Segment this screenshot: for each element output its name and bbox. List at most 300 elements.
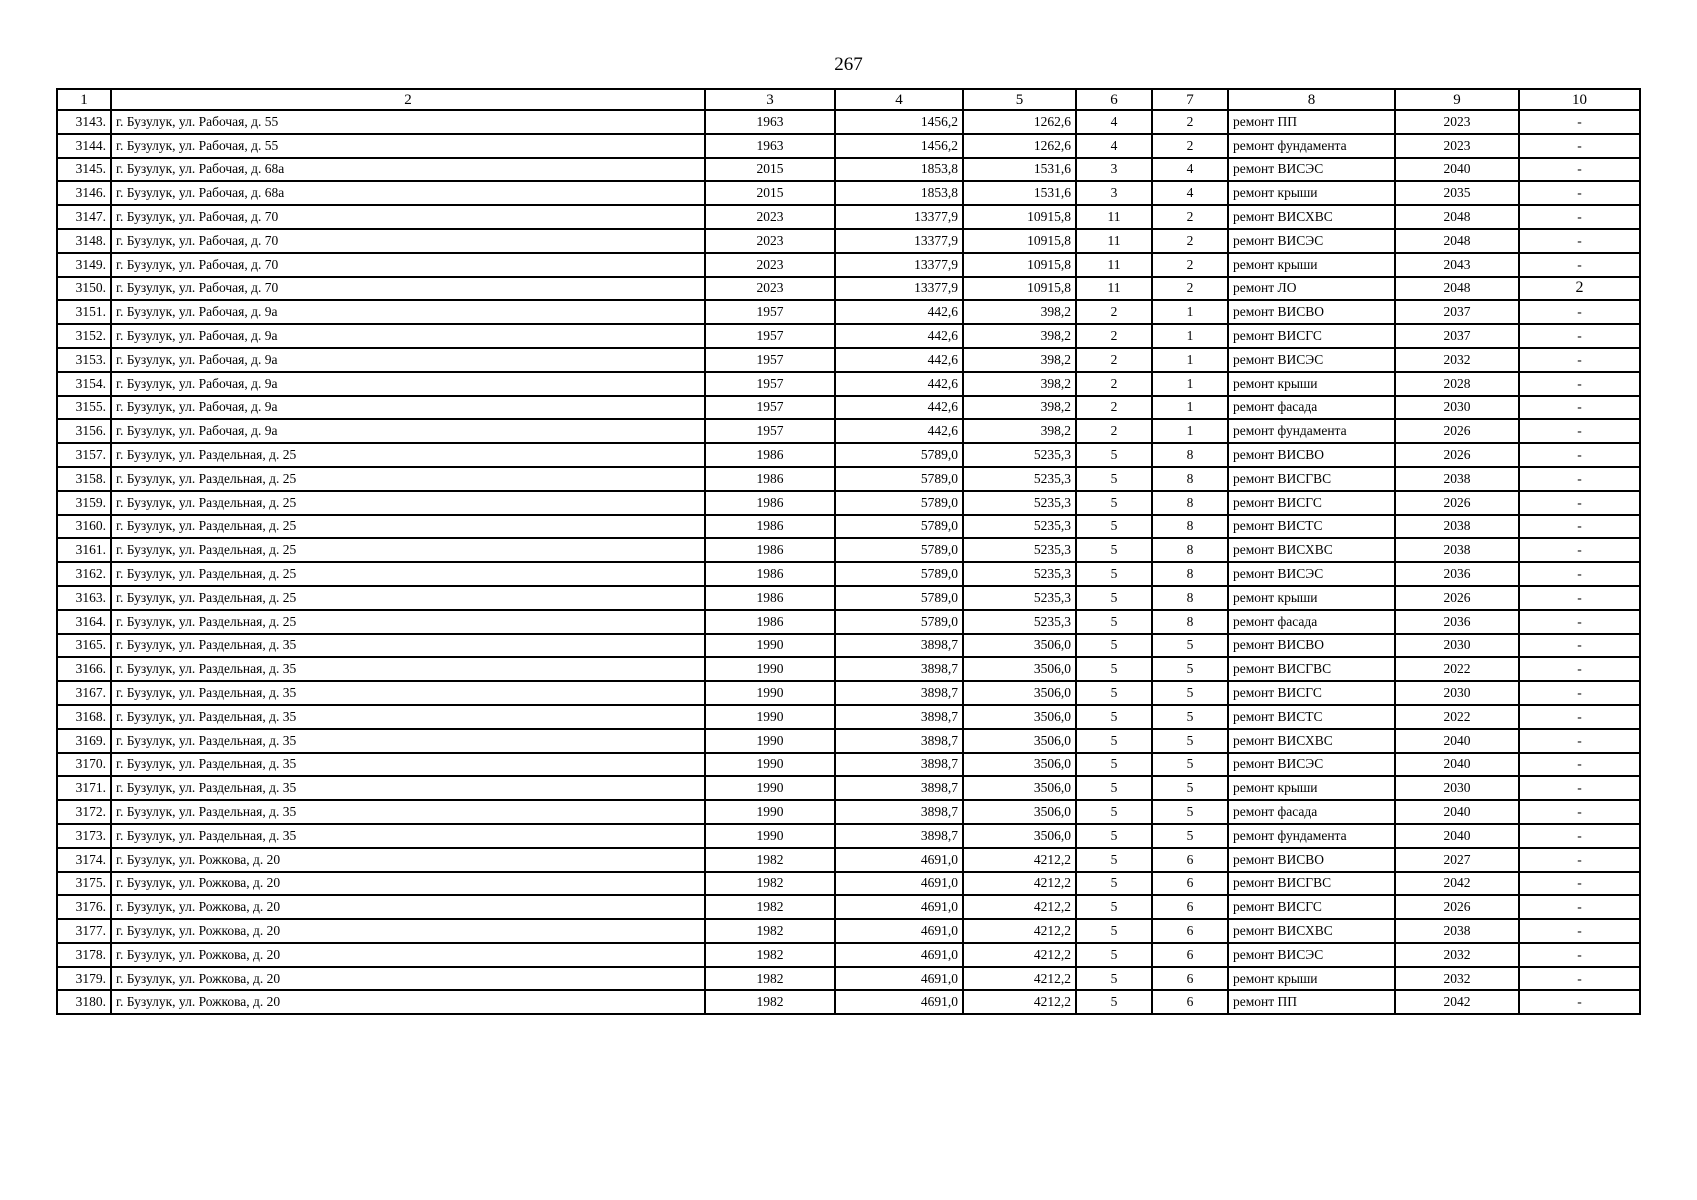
note-cell: - [1519,776,1640,800]
note-cell: - [1519,396,1640,420]
work-type-cell: ремонт крыши [1228,372,1395,396]
table-row [57,491,1640,515]
note-cell: - [1519,562,1640,586]
work-type-cell: ремонт ВИСЭС [1228,348,1395,372]
address-cell: г. Бузулук, ул. Рожкова, д. 20 [111,990,705,1014]
address-cell: г. Бузулук, ул. Рабочая, д. 55 [111,134,705,158]
column-header: 10 [1519,89,1640,110]
work-type-cell: ремонт ВИСВО [1228,848,1395,872]
year-built-cell: 1986 [705,515,835,539]
living-area-cell: 5235,3 [963,443,1076,467]
address-cell: г. Бузулук, ул. Рабочая, д. 70 [111,253,705,277]
row-number-cell: 3143. [57,110,111,134]
row-number-cell: 3174. [57,848,111,872]
entrances-cell: 8 [1152,491,1228,515]
address-cell: г. Бузулук, ул. Рожкова, д. 20 [111,848,705,872]
planned-year-cell: 2038 [1395,515,1519,539]
table-row [57,610,1640,634]
floors-cell: 5 [1076,990,1152,1014]
work-type-cell: ремонт фундамента [1228,824,1395,848]
row-number-cell: 3144. [57,134,111,158]
year-built-cell: 1986 [705,491,835,515]
planned-year-cell: 2038 [1395,467,1519,491]
table-row [57,776,1640,800]
floors-cell: 5 [1076,705,1152,729]
row-number-cell: 3151. [57,300,111,324]
floors-cell: 5 [1076,443,1152,467]
address-cell: г. Бузулук, ул. Рабочая, д. 70 [111,277,705,301]
floors-cell: 11 [1076,253,1152,277]
entrances-cell: 1 [1152,348,1228,372]
entrances-cell: 5 [1152,800,1228,824]
total-area-cell: 13377,9 [835,205,963,229]
row-number-cell: 3146. [57,181,111,205]
entrances-cell: 5 [1152,681,1228,705]
living-area-cell: 4212,2 [963,919,1076,943]
floors-cell: 2 [1076,324,1152,348]
planned-year-cell: 2048 [1395,205,1519,229]
year-built-cell: 1986 [705,467,835,491]
header-row [57,89,1640,110]
living-area-cell: 4212,2 [963,990,1076,1014]
row-number-cell: 3166. [57,657,111,681]
living-area-cell: 4212,2 [963,848,1076,872]
row-number-cell: 3156. [57,419,111,443]
total-area-cell: 1853,8 [835,158,963,182]
planned-year-cell: 2030 [1395,396,1519,420]
table-row [57,300,1640,324]
table-row [57,586,1640,610]
year-built-cell: 1982 [705,919,835,943]
planned-year-cell: 2040 [1395,800,1519,824]
entrances-cell: 5 [1152,705,1228,729]
address-cell: г. Бузулук, ул. Раздельная, д. 35 [111,634,705,658]
entrances-cell: 6 [1152,990,1228,1014]
address-cell: г. Бузулук, ул. Раздельная, д. 25 [111,515,705,539]
living-area-cell: 3506,0 [963,657,1076,681]
planned-year-cell: 2030 [1395,776,1519,800]
year-built-cell: 1957 [705,419,835,443]
table-row [57,705,1640,729]
living-area-cell: 4212,2 [963,872,1076,896]
work-type-cell: ремонт ВИСХВС [1228,205,1395,229]
column-header: 8 [1228,89,1395,110]
total-area-cell: 5789,0 [835,538,963,562]
column-header: 4 [835,89,963,110]
work-type-cell: ремонт фасада [1228,610,1395,634]
row-number-cell: 3180. [57,990,111,1014]
table-row [57,134,1640,158]
year-built-cell: 2023 [705,205,835,229]
year-built-cell: 1982 [705,943,835,967]
entrances-cell: 4 [1152,181,1228,205]
note-cell: - [1519,990,1640,1014]
work-type-cell: ремонт ВИСЭС [1228,753,1395,777]
entrances-cell: 4 [1152,158,1228,182]
table-row [57,895,1640,919]
table-row [57,990,1640,1014]
page-number: 267 [834,54,863,75]
living-area-cell: 1262,6 [963,110,1076,134]
row-number-cell: 3178. [57,943,111,967]
living-area-cell: 3506,0 [963,705,1076,729]
note-cell: - [1519,253,1640,277]
work-type-cell: ремонт ВИСЭС [1228,943,1395,967]
planned-year-cell: 2042 [1395,872,1519,896]
entrances-cell: 5 [1152,824,1228,848]
row-number-cell: 3148. [57,229,111,253]
entrances-cell: 2 [1152,229,1228,253]
work-type-cell: ремонт ВИСГВС [1228,657,1395,681]
floors-cell: 2 [1076,396,1152,420]
floors-cell: 5 [1076,919,1152,943]
entrances-cell: 8 [1152,467,1228,491]
total-area-cell: 4691,0 [835,943,963,967]
work-type-cell: ремонт ВИСЭС [1228,562,1395,586]
planned-year-cell: 2037 [1395,324,1519,348]
living-area-cell: 1262,6 [963,134,1076,158]
living-area-cell: 5235,3 [963,562,1076,586]
work-type-cell: ремонт фундамента [1228,134,1395,158]
work-type-cell: ремонт ВИСХВС [1228,919,1395,943]
total-area-cell: 5789,0 [835,491,963,515]
living-area-cell: 4212,2 [963,943,1076,967]
note-cell: - [1519,681,1640,705]
table-row [57,872,1640,896]
work-type-cell: ремонт ПП [1228,110,1395,134]
planned-year-cell: 2040 [1395,824,1519,848]
living-area-cell: 5235,3 [963,538,1076,562]
work-type-cell: ремонт крыши [1228,586,1395,610]
work-type-cell: ремонт ВИСГС [1228,324,1395,348]
table-row [57,277,1640,301]
address-cell: г. Бузулук, ул. Раздельная, д. 25 [111,467,705,491]
year-built-cell: 1990 [705,634,835,658]
living-area-cell: 3506,0 [963,634,1076,658]
living-area-cell: 4212,2 [963,967,1076,991]
row-number-cell: 3179. [57,967,111,991]
total-area-cell: 3898,7 [835,753,963,777]
year-built-cell: 1990 [705,753,835,777]
work-type-cell: ремонт ВИСГС [1228,895,1395,919]
table-row [57,800,1640,824]
entrances-cell: 8 [1152,610,1228,634]
address-cell: г. Бузулук, ул. Раздельная, д. 25 [111,538,705,562]
year-built-cell: 1986 [705,538,835,562]
work-type-cell: ремонт ВИСГВС [1228,872,1395,896]
note-cell: - [1519,419,1640,443]
table-row [57,729,1640,753]
address-cell: г. Бузулук, ул. Рожкова, д. 20 [111,967,705,991]
row-number-cell: 3167. [57,681,111,705]
planned-year-cell: 2040 [1395,158,1519,182]
floors-cell: 11 [1076,277,1152,301]
note-cell: - [1519,872,1640,896]
address-cell: г. Бузулук, ул. Раздельная, д. 25 [111,562,705,586]
table-row [57,919,1640,943]
row-number-cell: 3163. [57,586,111,610]
living-area-cell: 1531,6 [963,181,1076,205]
row-number-cell: 3160. [57,515,111,539]
total-area-cell: 4691,0 [835,919,963,943]
address-cell: г. Бузулук, ул. Рабочая, д. 9а [111,300,705,324]
floors-cell: 5 [1076,848,1152,872]
entrances-cell: 8 [1152,586,1228,610]
table-row [57,848,1640,872]
table-row [57,562,1640,586]
row-number-cell: 3159. [57,491,111,515]
living-area-cell: 398,2 [963,419,1076,443]
floors-cell: 5 [1076,943,1152,967]
address-cell: г. Бузулук, ул. Раздельная, д. 35 [111,753,705,777]
table-row [57,158,1640,182]
note-cell: - [1519,348,1640,372]
planned-year-cell: 2026 [1395,895,1519,919]
year-built-cell: 1990 [705,800,835,824]
total-area-cell: 3898,7 [835,681,963,705]
note-cell: - [1519,586,1640,610]
living-area-cell: 5235,3 [963,515,1076,539]
row-number-cell: 3161. [57,538,111,562]
table-row [57,181,1640,205]
floors-cell: 5 [1076,491,1152,515]
floors-cell: 5 [1076,610,1152,634]
living-area-cell: 10915,8 [963,253,1076,277]
floors-cell: 4 [1076,110,1152,134]
address-cell: г. Бузулук, ул. Раздельная, д. 25 [111,443,705,467]
total-area-cell: 3898,7 [835,634,963,658]
note-cell: - [1519,443,1640,467]
living-area-cell: 3506,0 [963,800,1076,824]
row-number-cell: 3147. [57,205,111,229]
planned-year-cell: 2022 [1395,657,1519,681]
address-cell: г. Бузулук, ул. Раздельная, д. 25 [111,586,705,610]
total-area-cell: 13377,9 [835,253,963,277]
planned-year-cell: 2027 [1395,848,1519,872]
floors-cell: 2 [1076,419,1152,443]
row-number-cell: 3145. [57,158,111,182]
total-area-cell: 442,6 [835,324,963,348]
entrances-cell: 2 [1152,205,1228,229]
planned-year-cell: 2026 [1395,586,1519,610]
table-row [57,253,1640,277]
note-cell: - [1519,729,1640,753]
year-built-cell: 1982 [705,967,835,991]
column-header: 7 [1152,89,1228,110]
column-header: 5 [963,89,1076,110]
floors-cell: 5 [1076,800,1152,824]
living-area-cell: 4212,2 [963,895,1076,919]
living-area-cell: 3506,0 [963,753,1076,777]
total-area-cell: 4691,0 [835,967,963,991]
row-number-cell: 3165. [57,634,111,658]
year-built-cell: 2023 [705,253,835,277]
entrances-cell: 5 [1152,634,1228,658]
planned-year-cell: 2038 [1395,538,1519,562]
year-built-cell: 1957 [705,324,835,348]
year-built-cell: 1982 [705,872,835,896]
address-cell: г. Бузулук, ул. Раздельная, д. 35 [111,729,705,753]
row-number-cell: 3171. [57,776,111,800]
row-number-cell: 3175. [57,872,111,896]
work-type-cell: ремонт крыши [1228,776,1395,800]
row-number-cell: 3154. [57,372,111,396]
floors-cell: 5 [1076,467,1152,491]
row-number-cell: 3173. [57,824,111,848]
living-area-cell: 398,2 [963,300,1076,324]
floors-cell: 3 [1076,158,1152,182]
year-built-cell: 1957 [705,348,835,372]
address-cell: г. Бузулук, ул. Рожкова, д. 20 [111,919,705,943]
note-cell: - [1519,919,1640,943]
planned-year-cell: 2048 [1395,229,1519,253]
address-cell: г. Бузулук, ул. Раздельная, д. 25 [111,491,705,515]
table-row [57,324,1640,348]
row-number-cell: 3150. [57,277,111,301]
living-area-cell: 398,2 [963,324,1076,348]
entrances-cell: 1 [1152,300,1228,324]
floors-cell: 5 [1076,586,1152,610]
total-area-cell: 1853,8 [835,181,963,205]
address-cell: г. Бузулук, ул. Рабочая, д. 9а [111,396,705,420]
address-cell: г. Бузулук, ул. Раздельная, д. 35 [111,800,705,824]
total-area-cell: 3898,7 [835,729,963,753]
planned-year-cell: 2040 [1395,729,1519,753]
planned-year-cell: 2042 [1395,990,1519,1014]
note-cell: - [1519,181,1640,205]
entrances-cell: 6 [1152,943,1228,967]
table-row [57,753,1640,777]
table-row [57,229,1640,253]
entrances-cell: 2 [1152,253,1228,277]
entrances-cell: 6 [1152,919,1228,943]
entrances-cell: 5 [1152,776,1228,800]
floors-cell: 5 [1076,776,1152,800]
column-header: 1 [57,89,111,110]
total-area-cell: 442,6 [835,348,963,372]
note-cell: - [1519,229,1640,253]
floors-cell: 4 [1076,134,1152,158]
living-area-cell: 398,2 [963,372,1076,396]
entrances-cell: 5 [1152,729,1228,753]
address-cell: г. Бузулук, ул. Рабочая, д. 70 [111,205,705,229]
table-row [57,205,1640,229]
year-built-cell: 1957 [705,300,835,324]
total-area-cell: 3898,7 [835,800,963,824]
row-number-cell: 3172. [57,800,111,824]
note-cell: - [1519,824,1640,848]
address-cell: г. Бузулук, ул. Рабочая, д. 9а [111,372,705,396]
work-type-cell: ремонт ВИСТС [1228,705,1395,729]
total-area-cell: 5789,0 [835,586,963,610]
address-cell: г. Бузулук, ул. Рабочая, д. 70 [111,229,705,253]
year-built-cell: 1990 [705,657,835,681]
floors-cell: 5 [1076,824,1152,848]
floors-cell: 5 [1076,634,1152,658]
entrances-cell: 8 [1152,443,1228,467]
work-type-cell: ремонт фасада [1228,396,1395,420]
entrances-cell: 5 [1152,657,1228,681]
planned-year-cell: 2035 [1395,181,1519,205]
table-row [57,372,1640,396]
table-body [57,110,1640,1014]
floors-cell: 5 [1076,872,1152,896]
note-cell: - [1519,848,1640,872]
address-cell: г. Бузулук, ул. Раздельная, д. 35 [111,705,705,729]
row-number-cell: 3177. [57,919,111,943]
table-row [57,419,1640,443]
planned-year-cell: 2036 [1395,610,1519,634]
table-row [57,634,1640,658]
entrances-cell: 6 [1152,848,1228,872]
total-area-cell: 442,6 [835,396,963,420]
address-cell: г. Бузулук, ул. Рожкова, д. 20 [111,895,705,919]
table-row [57,348,1640,372]
address-cell: г. Бузулук, ул. Раздельная, д. 35 [111,824,705,848]
note-cell: - [1519,324,1640,348]
table-row [57,824,1640,848]
column-header: 9 [1395,89,1519,110]
planned-year-cell: 2022 [1395,705,1519,729]
row-number-cell: 3157. [57,443,111,467]
living-area-cell: 3506,0 [963,824,1076,848]
row-number-cell: 3176. [57,895,111,919]
address-cell: г. Бузулук, ул. Рабочая, д. 9а [111,348,705,372]
table-row [57,943,1640,967]
note-cell: - [1519,800,1640,824]
work-type-cell: ремонт фасада [1228,800,1395,824]
row-number-cell: 3149. [57,253,111,277]
year-built-cell: 1957 [705,372,835,396]
total-area-cell: 4691,0 [835,990,963,1014]
year-built-cell: 2015 [705,158,835,182]
living-area-cell: 3506,0 [963,729,1076,753]
note-cell: - [1519,943,1640,967]
planned-year-cell: 2026 [1395,491,1519,515]
note-cell: - [1519,967,1640,991]
year-built-cell: 1982 [705,990,835,1014]
planned-year-cell: 2037 [1395,300,1519,324]
living-area-cell: 10915,8 [963,229,1076,253]
floors-cell: 2 [1076,372,1152,396]
total-area-cell: 13377,9 [835,229,963,253]
total-area-cell: 5789,0 [835,610,963,634]
work-type-cell: ремонт крыши [1228,181,1395,205]
year-built-cell: 1963 [705,110,835,134]
year-built-cell: 2023 [705,229,835,253]
table-header [57,89,1640,110]
note-cell: 2 [1519,277,1640,301]
living-area-cell: 398,2 [963,348,1076,372]
planned-year-cell: 2026 [1395,443,1519,467]
note-cell: - [1519,515,1640,539]
row-number-cell: 3158. [57,467,111,491]
year-built-cell: 1990 [705,681,835,705]
note-cell: - [1519,300,1640,324]
planned-year-cell: 2040 [1395,753,1519,777]
work-type-cell: ремонт ВИСГВС [1228,467,1395,491]
column-header: 3 [705,89,835,110]
table-row [57,443,1640,467]
living-area-cell: 1531,6 [963,158,1076,182]
table-row [57,538,1640,562]
work-type-cell: ремонт ВИСХВС [1228,538,1395,562]
living-area-cell: 3506,0 [963,681,1076,705]
total-area-cell: 5789,0 [835,515,963,539]
living-area-cell: 10915,8 [963,277,1076,301]
floors-cell: 3 [1076,181,1152,205]
total-area-cell: 3898,7 [835,657,963,681]
